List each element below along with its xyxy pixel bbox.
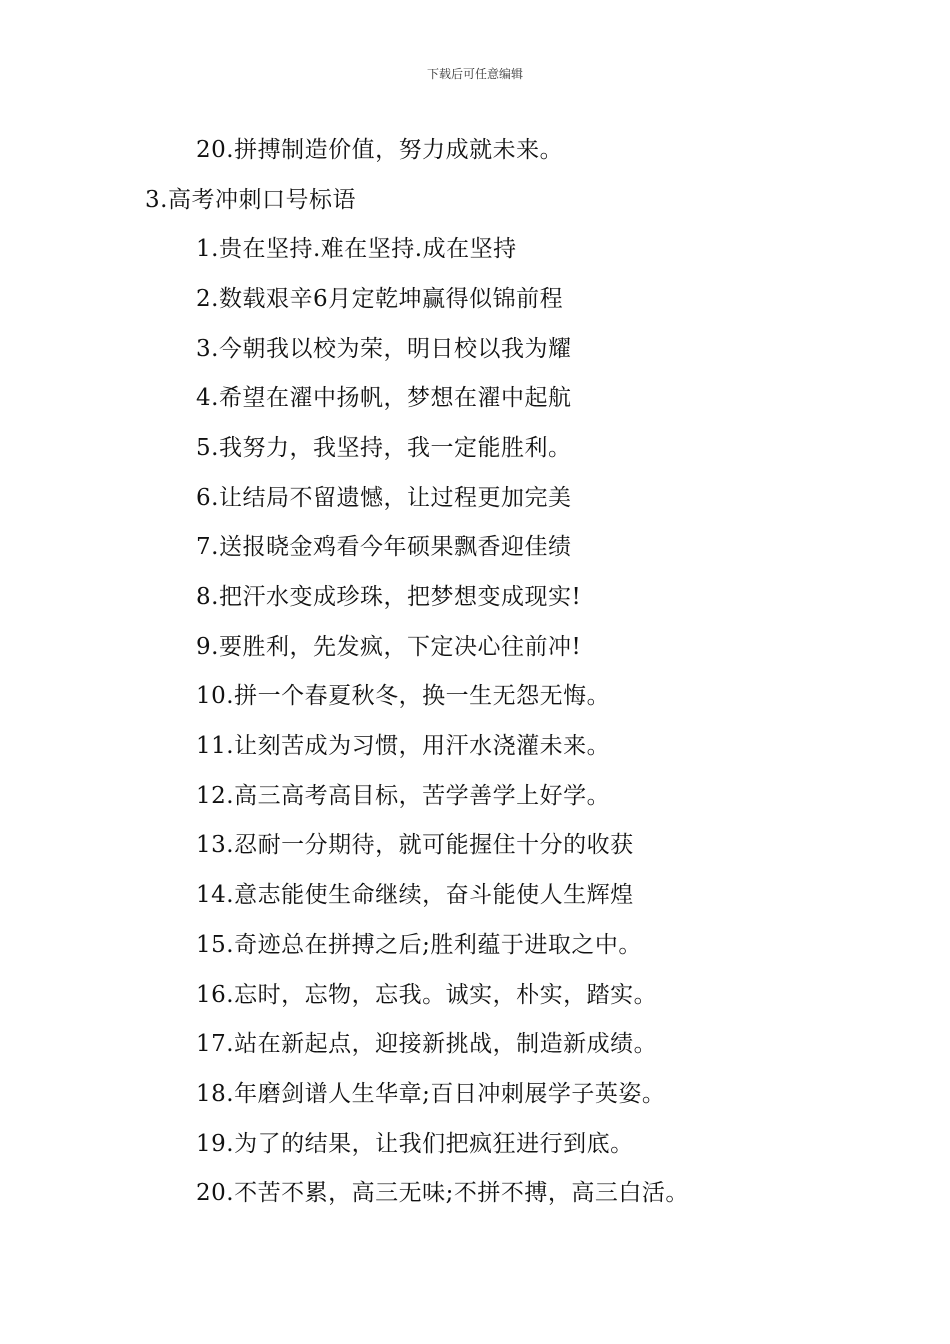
list-item: 20.拼搏制造价值，努力成就未来。 bbox=[196, 137, 564, 163]
list-item: 16.忘时，忘物，忘我。诚实，朴实，踏实。 bbox=[196, 982, 658, 1008]
list-item: 3.今朝我以校为荣，明日校以我为耀 bbox=[196, 336, 572, 362]
list-item: 14.意志能使生命继续，奋斗能使人生辉煌 bbox=[196, 882, 634, 908]
page-header: 下载后可任意编辑 bbox=[426, 67, 523, 81]
list-item: 1.贵在坚持.难在坚持.成在坚持 bbox=[196, 236, 517, 262]
list-item: 19.为了的结果，让我们把疯狂进行到底。 bbox=[196, 1131, 634, 1157]
list-item: 12.高三高考高目标，苦学善学上好学。 bbox=[196, 783, 611, 809]
list-item: 17.站在新起点，迎接新挑战，制造新成绩。 bbox=[196, 1031, 658, 1057]
section-heading: 3.高考冲刺口号标语 bbox=[145, 187, 356, 213]
list-item: 6.让结局不留遗憾，让过程更加完美 bbox=[196, 485, 572, 511]
list-item: 20.不苦不累，高三无味;不拼不搏，高三白活。 bbox=[196, 1180, 689, 1206]
list-item: 11.让刻苦成为习惯，用汗水浇灌未来。 bbox=[196, 733, 611, 759]
list-item: 8.把汗水变成珍珠，把梦想变成现实! bbox=[196, 584, 582, 610]
list-item: 9.要胜利，先发疯，下定决心往前冲! bbox=[196, 634, 582, 660]
list-item: 13.忍耐一分期待，就可能握住十分的收获 bbox=[196, 832, 634, 858]
list-item: 10.拼一个春夏秋冬，换一生无怨无悔。 bbox=[196, 683, 611, 709]
list-item: 7.送报晓金鸡看今年硕果飘香迎佳绩 bbox=[196, 534, 572, 560]
list-item: 2.数载艰辛6月定乾坤赢得似锦前程 bbox=[196, 286, 564, 312]
list-item: 5.我努力，我坚持，我一定能胜利。 bbox=[196, 435, 572, 461]
list-item: 18.年磨剑谱人生华章;百日冲刺展学子英姿。 bbox=[196, 1081, 666, 1107]
list-item: 4.希望在濯中扬帆，梦想在濯中起航 bbox=[196, 385, 572, 411]
list-item: 15.奇迹总在拼搏之后;胜利蕴于进取之中。 bbox=[196, 932, 642, 958]
